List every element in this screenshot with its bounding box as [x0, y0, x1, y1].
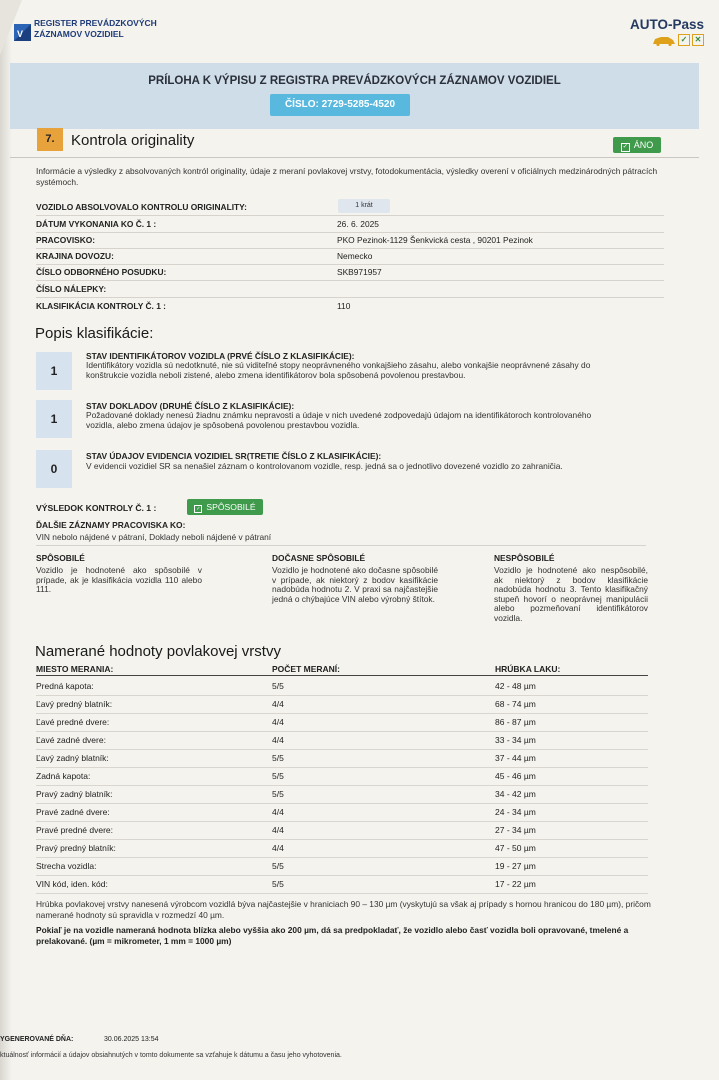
footer-disclaimer: ktuálnosť informácií a údajov obsiahnutých v tomto dokumente sa vzťahuje k dátumu a času jeho vyhotovenia.	[0, 1052, 342, 1059]
table-row	[36, 821, 648, 840]
cell-count: 5/5	[272, 753, 284, 763]
legend-title-temporary: DOČASNE SPÔSOBILÉ	[272, 553, 366, 563]
cell-thickness: 86 - 87 µm	[495, 717, 536, 727]
autopass-icons	[630, 34, 704, 46]
table-row	[36, 875, 648, 894]
cell-place: Pravé zadné dvere:	[36, 807, 110, 817]
cell-thickness: 37 - 44 µm	[495, 753, 536, 763]
car-icon	[652, 35, 676, 46]
cell-count: 4/4	[272, 717, 284, 727]
cell-count: 4/4	[272, 843, 284, 853]
column-header-place: MIESTO MERANIA:	[36, 664, 114, 674]
section-divider	[10, 157, 699, 158]
classification-digit: 0	[36, 450, 72, 488]
cell-count: 4/4	[272, 807, 284, 817]
column-header-count: POČET MERANÍ:	[272, 664, 340, 674]
cell-count: 5/5	[272, 771, 284, 781]
info-label: KLASIFIKÁCIA KONTROLY Č. 1 :	[36, 301, 166, 311]
check-box-icon: ✓	[678, 34, 690, 46]
info-row-workplace	[36, 232, 664, 249]
table-header-line	[36, 675, 648, 676]
status-label: ÁNO	[633, 140, 654, 150]
info-label: PRACOVISKO:	[36, 235, 96, 245]
info-row-checks	[36, 199, 664, 216]
cell-thickness: 47 - 50 µm	[495, 843, 536, 853]
cell-thickness: 24 - 34 µm	[495, 807, 536, 817]
legend-text-capable: Vozidlo je hodnotené ako spôsobilé v prípade, ak je klasifikácia vozidla 110 alebo 111.	[36, 565, 202, 595]
cell-place: Ľavý predný blatník:	[36, 699, 113, 709]
table-row	[36, 749, 648, 768]
register-logo-icon	[14, 24, 31, 41]
cell-place: Ľavé zadné dvere:	[36, 735, 106, 745]
cell-place: Zadná kapota:	[36, 771, 91, 781]
info-value: 110	[337, 301, 351, 311]
info-label: DÁTUM VYKONANIA KO Č. 1 :	[36, 219, 157, 229]
generated-label: YGENEROVANÉ DŇA:	[0, 1036, 74, 1043]
classification-desc: Identifikátory vozidla sú nedotknuté, nie sú viditeľné stopy neoprávneného vonkajšieho zásahu, alebo vonkajšie neoprávnené zásahy do konštrukcie vozidla neboli zistené, alebo zmena identifikátorov bola spôsobená povolenou prestavbou.	[86, 360, 591, 380]
svg-text:V: V	[17, 29, 24, 39]
cell-place: VIN kód, iden. kód:	[36, 879, 108, 889]
table-row	[36, 785, 648, 804]
result-value: SPÔSOBILÉ	[206, 502, 256, 512]
info-row-country	[36, 248, 664, 265]
generated-date: 30.06.2025 13:54	[104, 1036, 159, 1043]
classification-title: Popis klasifikácie:	[35, 325, 154, 342]
section-intro: Informácie a výsledky z absolvovaných kontról originality, údaje z meraní povlakovej vrstvy, fotodokumentácia, výsledky overení v oficiálnych medzinárodných pátracích systémoch.	[36, 166, 658, 187]
records-divider	[36, 545, 646, 546]
logo-line-1: REGISTER PREVÁDZKOVÝCH	[34, 18, 157, 28]
cell-thickness: 33 - 34 µm	[495, 735, 536, 745]
info-row-sticker	[36, 281, 664, 298]
cell-count: 5/5	[272, 861, 284, 871]
info-value: Nemecko	[337, 251, 373, 261]
info-label: ČÍSLO ODBORNÉHO POSUDKU:	[36, 267, 167, 277]
classification-heading: STAV ÚDAJOV EVIDENCIA VOZIDIEL SR(TRETIE ČÍSLO Z KLASIFIKÁCIE):	[86, 451, 382, 461]
page-shadow	[0, 0, 12, 1080]
generated-info	[0, 1036, 159, 1043]
table-row	[36, 803, 648, 822]
classification-desc: V evidencii vozidiel SR sa nenašiel záznam o kontrolovanom vozidle, resp. jedná sa o jednotlivo dovezené vozidlo zo zahraničia.	[86, 461, 563, 471]
cell-thickness: 34 - 42 µm	[495, 789, 536, 799]
classification-digit: 1	[36, 352, 72, 390]
legend-text-incapable: Vozidlo je hodnotené ako nespôsobilé, ak niektorý z bodov klasifikácie nadobúda hodnotu 3. Tento klasifikačný stupeň hovorí o neoprávnej manipulácii alebo pozmeňovaní identifikátorov vozidla.	[494, 565, 648, 623]
info-row-date	[36, 216, 664, 233]
records-text: VIN nebolo nájdené v pátraní, Doklady neboli nájdené v pátraní	[36, 532, 272, 542]
check-icon: ✓	[622, 144, 628, 150]
section-number-badge: 7.	[37, 128, 63, 151]
cell-place: Strecha vozidla:	[36, 861, 97, 871]
measure-warning: Pokiaľ je na vozidle nameraná hodnota blízka alebo vyššia ako 200 µm, dá sa predpokladať, že vozidlo alebo časť vozidla boli opravované, tmelené a prelakované. (µm = mikrometer, 1 mm = 1000 µm)	[36, 925, 629, 946]
result-label: VÝSLEDOK KONTROLY Č. 1 :	[36, 503, 157, 513]
info-label: KRAJINA DOVOZU:	[36, 251, 114, 261]
section-title: Kontrola originality	[71, 132, 195, 149]
check-icon: ✓	[196, 506, 201, 512]
info-value: SKB971957	[337, 267, 382, 277]
cell-count: 4/4	[272, 699, 284, 709]
table-row	[36, 695, 648, 714]
register-logo	[14, 18, 157, 41]
classification-heading: STAV IDENTIFIKÁTOROV VOZIDLA (PRVÉ ČÍSLO Z KLASIFIKÁCIE):	[86, 351, 355, 361]
cell-place: Ľavý zadný blatník:	[36, 753, 109, 763]
info-row-report	[36, 264, 664, 281]
legend-title-incapable: NESPÔSOBILÉ	[494, 553, 555, 563]
table-row	[36, 857, 648, 876]
info-value: 26. 6. 2025	[337, 219, 379, 229]
info-row-classification	[36, 298, 664, 314]
info-label: ČÍSLO NÁLEPKY:	[36, 284, 107, 294]
cell-count: 4/4	[272, 825, 284, 835]
table-row	[36, 677, 648, 696]
measure-note: Hrúbka povlakovej vrstvy nanesená výrobcom vozidlá býva najčastejšie v hraniciach 90 – 130 µm (vyskytujú sa však aj prípady s hornou hranicou do 180 µm), pričom namerané hodnoty sú spravidla v rozmedzí 40 µm.	[36, 899, 651, 920]
logo-line-2: ZÁZNAMOV VOZIDIEL	[34, 29, 124, 39]
cell-place: Pravý predný blatník:	[36, 843, 116, 853]
classification-digit: 1	[36, 400, 72, 438]
cell-place: Pravé predné dvere:	[36, 825, 114, 835]
report-number: ČÍSLO: 2729-5285-4520	[270, 94, 410, 116]
measure-title: Namerané hodnoty povlakovej vrstvy	[35, 643, 281, 660]
classification-desc: Požadované doklady nenesú žiadnu známku nepravosti a údaje v nich uvedené zodpovedajú údajom na identifikátoroch kontrolovaného vozidla, alebo zmena údajov je spôsobená povolenou prestavbou vozidla.	[86, 410, 592, 430]
info-value: PKO Pezinok-1129 Šenkvická cesta , 90201 Pezinok	[337, 235, 533, 245]
cell-thickness: 19 - 27 µm	[495, 861, 536, 871]
table-row	[36, 731, 648, 750]
cell-thickness: 68 - 74 µm	[495, 699, 536, 709]
cell-place: Pravý zadný blatník:	[36, 789, 113, 799]
legend-title-capable: SPÔSOBILÉ	[36, 553, 85, 563]
table-row	[36, 767, 648, 786]
register-logo-text	[34, 18, 157, 40]
cell-count: 5/5	[272, 879, 284, 889]
table-row	[36, 839, 648, 858]
autopass-title: AUTO-Pass	[629, 17, 704, 32]
result-badge	[187, 499, 263, 515]
info-label: VOZIDLO ABSOLVOVALO KONTROLU ORIGINALITY:	[36, 202, 247, 212]
records-label: ĎALŠIE ZÁZNAMY PRACOVISKA KO:	[36, 520, 186, 530]
info-value-pill: 1 krát	[338, 199, 390, 213]
cross-box-icon: ✕	[692, 34, 704, 46]
cell-place: Predná kapota:	[36, 681, 94, 691]
autopass-logo	[630, 17, 704, 46]
banner-title: PRÍLOHA K VÝPISU Z REGISTRA PREVÁDZKOVÝCH ZÁZNAMOV VOZIDIEL	[148, 75, 561, 87]
cell-count: 5/5	[272, 681, 284, 691]
classification-heading: STAV DOKLADOV (DRUHÉ ČÍSLO Z KLASIFIKÁCIE):	[86, 401, 295, 411]
originality-status-badge	[613, 137, 661, 153]
cell-thickness: 27 - 34 µm	[495, 825, 536, 835]
cell-thickness: 45 - 46 µm	[495, 771, 536, 781]
cell-place: Ľavé predné dvere:	[36, 717, 110, 727]
cell-thickness: 42 - 48 µm	[495, 681, 536, 691]
column-header-thickness: HRÚBKA LAKU:	[495, 664, 561, 674]
cell-count: 4/4	[272, 735, 284, 745]
table-row	[36, 713, 648, 732]
cell-count: 5/5	[272, 789, 284, 799]
cell-thickness: 17 - 22 µm	[495, 879, 536, 889]
legend-text-temporary: Vozidlo je hodnotené ako dočasne spôsobilé v prípade, ak niektorý z bodov kasifikácie nadobúda hodnotu 2. V praxi sa najčastejšie jedná o chýbajúce VIN alebo výrobný štítok.	[272, 565, 438, 604]
